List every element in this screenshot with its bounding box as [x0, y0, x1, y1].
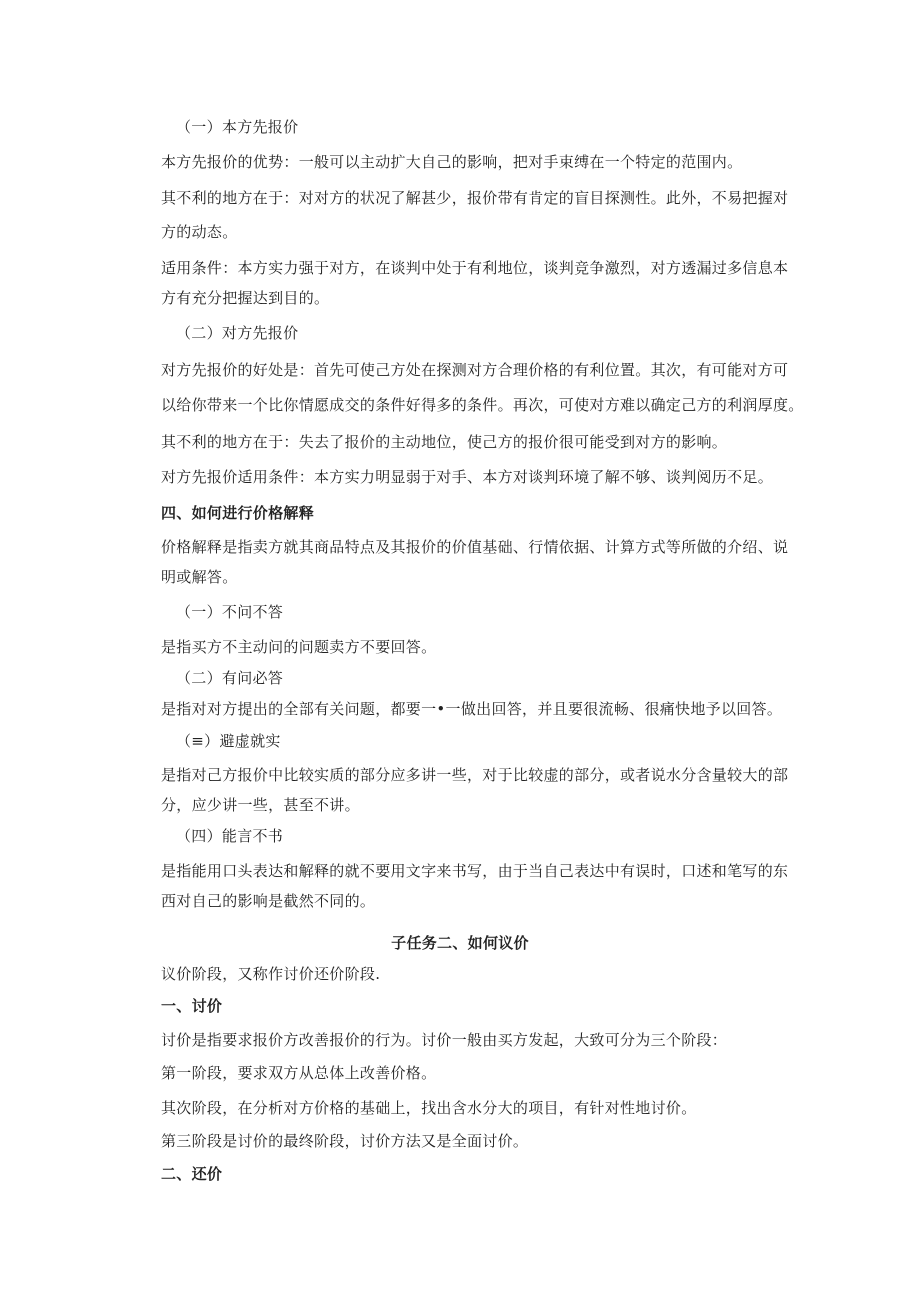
paragraph-line: 其不利的地方在于：对对方的状况了解甚少，报价带有肯定的盲目探测性。此外，不易把握对: [161, 189, 789, 207]
paragraph-line: 方有充分把握达到目的。: [161, 289, 330, 307]
paragraph-line: 对方先报价的好处是：首先可使己方处在探测对方合理价格的有利位置。其次，有可能对方可: [161, 361, 789, 379]
paragraph-line: 价格解释是指卖方就其商品特点及其报价的价值基础、行情依据、计算方式等所做的介绍、说: [161, 538, 789, 556]
paragraph-line: 是指买方不主动问的问题卖方不要回答。: [161, 638, 437, 656]
paragraph-line: 讨价是指要求报价方改善报价的行为。讨价一般由买方发起，大致可分为三个阶段：: [161, 1031, 728, 1049]
subheading-own-quote-first: （一）本方先报价: [176, 118, 299, 136]
paragraph-line: 西对自己的影响是截然不同的。: [161, 892, 376, 910]
subheading-avoid-empty-stress-real: （≡）避虚就实: [176, 732, 281, 750]
paragraph-line: 本方先报价的优势：一般可以主动扩大自己的影响，把对手束缚在一个特定的范围内。: [161, 153, 743, 171]
subheading-no-ask-no-answer: （一）不问不答: [176, 603, 284, 621]
paragraph-line: 明或解答。: [161, 568, 238, 586]
section-heading-price-explanation: 四、如何进行价格解释: [161, 504, 315, 522]
paragraph-line: 对方先报价适用条件：本方实力明显弱于对手、本方对谈判环境了解不够、谈判阅历不足。: [161, 468, 774, 486]
paragraph-line: 方的动态。: [161, 223, 238, 241]
paragraph-line: 是指对己方报价中比较实质的部分应多讲一些，对于比较虚的部分，或者说水分含量较大的部: [161, 766, 789, 784]
section-heading-counter-offer: 二、还价: [161, 1165, 223, 1183]
paragraph-line: 第一阶段，要求双方从总体上改善价格。: [161, 1064, 437, 1082]
paragraph-line: 以给你带来一个比你情愿成交的条件好得多的条件。再次，可使对方难以确定己方的利润厚度。: [161, 396, 804, 414]
paragraph-line: 适用条件：本方实力强于对方，在谈判中处于有利地位，谈判竞争激烈，对方透漏过多信息本: [161, 259, 789, 277]
subheading-speak-not-write: （四）能言不书: [176, 827, 284, 845]
paragraph-line: 分，应少讲一些，甚至不讲。: [161, 796, 360, 814]
paragraph-line: 是指能用口头表达和解释的就不要用文字来书写，由于当自己表达中有误时，口述和笔写的东: [161, 862, 789, 880]
paragraph-line: 议价阶段，又称作讨价还价阶段.: [161, 965, 381, 983]
paragraph-line: 其不利的地方在于：失去了报价的主动地位，使己方的报价很可能受到对方的影响。: [161, 433, 728, 451]
paragraph-line: 其次阶段，在分析对方价格的基础上，找出含水分大的项目，有针对性地讨价。: [161, 1099, 697, 1117]
subheading-other-quote-first: （二）对方先报价: [176, 324, 299, 342]
paragraph-line: 是指对对方提出的全部有关问题，都要一•一做出回答，并且要很流畅、很痛快地予以回答。: [161, 700, 783, 718]
subtask-title: 子任务二、如何议价: [391, 934, 529, 952]
paragraph-line: 第三阶段是讨价的最终阶段，讨价方法又是全面讨价。: [161, 1132, 529, 1150]
section-heading-bargain: 一、讨价: [161, 997, 223, 1015]
subheading-always-answer: （二）有问必答: [176, 669, 284, 687]
